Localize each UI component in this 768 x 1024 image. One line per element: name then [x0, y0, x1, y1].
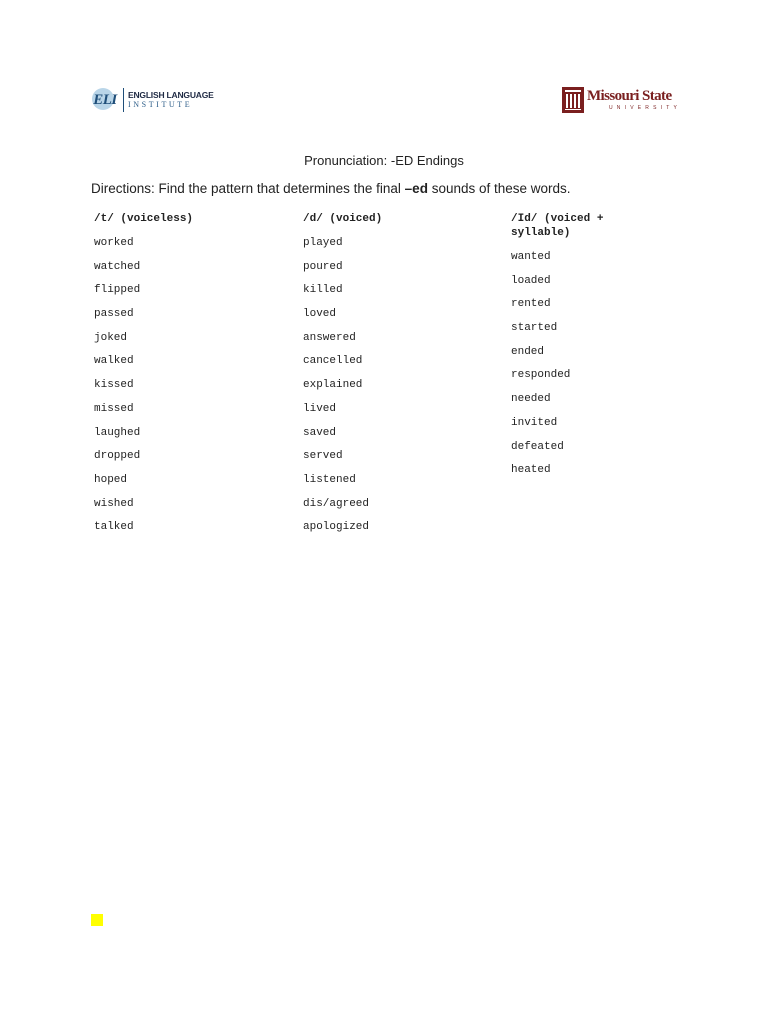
list-item: apologized [303, 521, 370, 534]
list-item: served [303, 450, 343, 463]
list-item: started [511, 322, 558, 335]
missouri-state-wordmark [587, 89, 681, 111]
list-item: heated [511, 464, 551, 477]
word-list [511, 250, 711, 487]
eli-wordmark-line2: INSTITUTE [128, 99, 193, 109]
list-item: joked [94, 331, 128, 344]
list-item: hoped [94, 473, 128, 486]
list-item: loaded [511, 274, 551, 287]
list-item: talked [94, 521, 134, 534]
list-item: defeated [511, 440, 564, 453]
missouri-state-logo-icon [562, 87, 584, 113]
missouri-state-logo [562, 86, 681, 114]
msu-wordmark-line2: UNIVERSITY [609, 105, 682, 111]
list-item: walked [94, 355, 134, 368]
list-item: explained [303, 379, 363, 392]
list-item: missed [94, 402, 134, 415]
column-heading: /d/ (voiced) [303, 213, 383, 225]
msu-wordmark-line1: Missouri State [587, 88, 672, 104]
directions [91, 181, 571, 196]
logo-divider [123, 88, 124, 112]
list-item: lived [303, 402, 337, 415]
list-item: listened [303, 473, 356, 486]
list-item: passed [94, 308, 134, 321]
list-item: responded [511, 369, 571, 382]
column-d-voiced [303, 212, 493, 544]
list-item: poured [303, 260, 343, 273]
list-item: wanted [511, 251, 551, 263]
list-item: watched [94, 260, 141, 273]
list-item: dropped [94, 450, 141, 463]
list-item: flipped [94, 284, 141, 297]
column-heading: /Id/ (voiced + syllable) [511, 213, 604, 239]
list-item: needed [511, 393, 551, 406]
list-item: saved [303, 426, 337, 439]
eli-logo [90, 86, 214, 114]
directions-text-end: sounds of these words. [427, 181, 571, 196]
eli-logo-icon [90, 87, 120, 113]
column-id-voiced-syllable [511, 212, 711, 487]
list-item: wished [94, 497, 134, 510]
list-item: invited [511, 416, 558, 429]
page-title: Pronunciation: -ED Endings [304, 153, 464, 168]
directions-text-start: Directions: Find the pattern that determines the final [91, 181, 405, 196]
directions-emphasis: –ed [404, 181, 428, 196]
eli-abbr: ELI [93, 91, 117, 108]
eli-wordmark-line1: ENGLISH LANGUAGE [128, 89, 214, 100]
list-item: ended [511, 345, 545, 358]
column-heading: /t/ (voiceless) [94, 213, 194, 225]
list-item: kissed [94, 379, 134, 392]
list-item: loved [303, 308, 337, 321]
eli-wordmark [128, 91, 214, 109]
list-item: answered [303, 331, 356, 344]
list-item: killed [303, 284, 343, 297]
word-list [94, 236, 284, 544]
list-item: played [303, 237, 343, 249]
yellow-marker [91, 914, 103, 926]
word-list [303, 236, 493, 544]
list-item: dis/agreed [303, 497, 370, 510]
list-item: worked [94, 237, 134, 249]
list-item: laughed [94, 426, 141, 439]
column-t-voiceless [94, 212, 284, 544]
list-item: cancelled [303, 355, 363, 368]
list-item: rented [511, 298, 551, 311]
